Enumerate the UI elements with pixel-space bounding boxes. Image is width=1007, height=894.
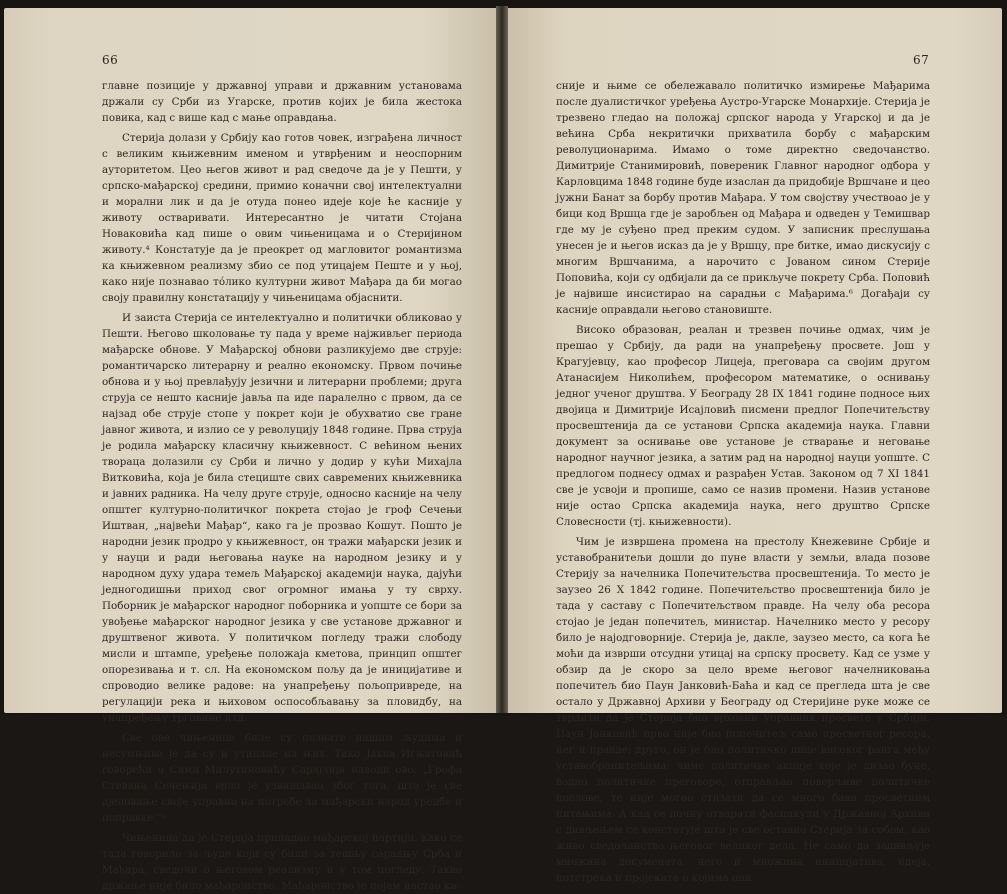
right-page bbox=[508, 8, 1002, 884]
paragraph: сније и њиме се обележавало политичко измирење Мађарима после дуалистичког уређења Аустро-Угарске Монархије. Стерија је трезвено гледао на положај српског народа у Угарској и да је већина Срба некритички прихватила борбу с мађарским револуционарима. Имамо о томе директно сведочанство. Димитрије Станимировић, повереник Главног народног одбора у Карловцима 1848 године буде изаслан да придобије Вршчане и цео јужни Банат за борбу против Мађара. У том својству учествоао је у бици код Вршца где је заробљен од Мађара и одведен у Темишвар где му је суђено пред преким судом. У записник преслушања унесен је и његов исказ да је у Вршцу, пре битке, имао дискусију с многим Вршчанима, а нарочито с Јованом сином Стерије Поповића, који су одбијали да се прикључе покрету Срба. Поповић је највише инсистирао на сарадњи с Мађарима.⁶ Догађаји су касније оправдали његово становиште. bbox=[556, 80, 930, 316]
right-page-text bbox=[556, 78, 930, 886]
left-page-text bbox=[102, 78, 462, 894]
paragraph: Високо образован, реалан и трезвен почиње одмах, чим је прешао у Србију, да ради на унапређењу просвете. Још у Крагујевцу, као професор Лицеја, преговара са својим другом Атанасијем Николићем, професором математике, о оснивању једног ученог друштва. У Београду 28 IX 1841 године подносе њих двојица и Димитрије Исајловић писмени предлог Попечитељству просвештенија да се установи Српска академија наука. Главни документ за оснивање ове установе је стварање и неговање народног научног језика, а затим рад на народној науци уопште. С предлогом поднесу одмах и разрађен Устав. Законом од 7 XI 1841 све је усвоји и пропише, само се назив промени. Назив установе није остао Српска академија наука, него друштво Српске Словесности (тј. књижевности). bbox=[556, 324, 930, 528]
paragraph: главне позиције у државној управи и државним установама држали су Срби из Угарске, против којих је била жестока повика, кад с више кад с мање оправдања. bbox=[102, 80, 462, 124]
paragraph: Стерија долази у Србију као готов човек, изграђена личност с великим књижевним именом и утврђеним и неоспорним ауторитетом. Цео његов живот и рад сведоче да је у Пешти, у српско-мађарској средини, примио коначни свој интелектуални и морални лик и да је отуда понео идеје које ће касније у животу остваривати. Интересантно је читати Стојана Новаковића кад пише о овим чињеницама и о Стеријином животу.⁴ Констатује да је преокрет од магловитог романтизма ка књижевном реализму збио се под утицајем Пеште и у њој, како није познавао тόлико културни живот Мађара да би могао своју правилну констатацију у чињеницама објаснити. bbox=[102, 132, 462, 304]
paragraph: Чим је извршена промена на престолу Кнежевине Србије и уставобранитељи дошли до пуне власти у земљи, влада позове Стерију за начелника Попечитељства просвештенија. То место је заузео 26 X 1842 године. Попечитељство просвештенија било је тада у саставу с Попечитељством правде. На челу оба ресора стојао је један попечитељ, министар. Начелнико место у ресору било је најодговорније. Стерија је, дакле, заузео место, са кога ће моћи да изврши отсудни утицај на српску просвету. Кад се узме у обзир да је скоро за цело време његовог начелниковања попечитељ био Паун Јанковић-Баћа и кад се прегледа шта је све остало у Државној Архиви у Београду од Стеријине руке може се тврдити да је Стерија био врховни управник просвете у Србији. Паун Јанковић прво није био попечитељ само просветног ресора, нег и правде; друго, он је био политичко лице високог ранга међу уставобранитељима; чиме политичке акције које је дизао буне, водио политичке преговоре, отправљао поверљиве политичке послове, те није могао стизати да се много бави просветним питањима. А кад се почну отварати фасцикули у Државној Архиви с дивљењем се констатује шта је све оставио Стерија за собом, као живо сведочанство његовог великог дела. Не само да задивљује множина докумената, него и множина иницијатива, идеја, потстрека и пројеката о којима они bbox=[556, 536, 930, 884]
book-gutter bbox=[496, 6, 508, 713]
left-page bbox=[4, 8, 496, 892]
right-page-number: 67 bbox=[913, 53, 930, 67]
paragraph: И заиста Стерија се интелектуално и политички обликовао у Пешти. Његово школовање ту пада у време најживљег периода мађарске обнове. У Мађарској обнови разликујемо две струје: романтичарско литерарну и реално економску. Првом почиње обнова и у њој превлађују језични и литерарни проблеми; друга струја се нешто касније јавља па иде паралелно с првом, да се најзад обе струје стопе у покрет који је обухватио све гране јавног живота, и излио се у револуцију 1848 године. Прва струја је родила мађарску класичну књижевност. С већином њених твораца долазили су Срби и лично у додир у кући Михајла Витковића, која је била стециште свих савремених књижевника и јавних радника. На челу друге струје, односно касније на челу општег културно-политичког покрета стојао је гроф Сечењи Иштван, „највећи Мађар“, како га је прозвао Кошут. Пошто је народни језик продро у књижевност, он тражи мађарски језик и у науци и ради његовања науке на народном језику и у народном духу удара темељ Мађарској академији наука, дајући једногодишњи приход свог огромног имања у ту сврху. Поборник је мађарског народног поборника и уопште се бори за увођење мађарског народног језика у све установе државног и друштвеног живота. У политичком погледу тражи слободу мисли и штампе, уређење положаја кметова, принцип општег опорезивања и т. сл. На економском пољу да је иницијативе и спроводио велике радове: на унапређењу пољопривреде, на регулацији река и њиховом оспособљавању за пловидбу, на унапређењу трговине итд. bbox=[102, 312, 462, 724]
paragraph: Чињеница да је Стерија припадао мађарској партији, како се тада говорило за људе који су били за тешњу сарадњу Срба и Мађара, сведочи о његовом реализму и у том погледу. Такво држање није било мађаронство. Мађаронство је појам настао ка- bbox=[102, 832, 462, 892]
paragraph: Све ове чињенице биле су познате нашим људима и несумњиво је да су и утицале на њих. Тако Јаков Игњатовић говорећи о Сими Милутиновићу Сарајлији наводи ово: „Грофа Стевана Сечењија врло је узвишавао због тога, што је све дјеловање своје управио на потребе за мађарски народ уредбе и поправке.“⁵ bbox=[102, 732, 462, 824]
left-page-number: 66 bbox=[102, 53, 119, 67]
